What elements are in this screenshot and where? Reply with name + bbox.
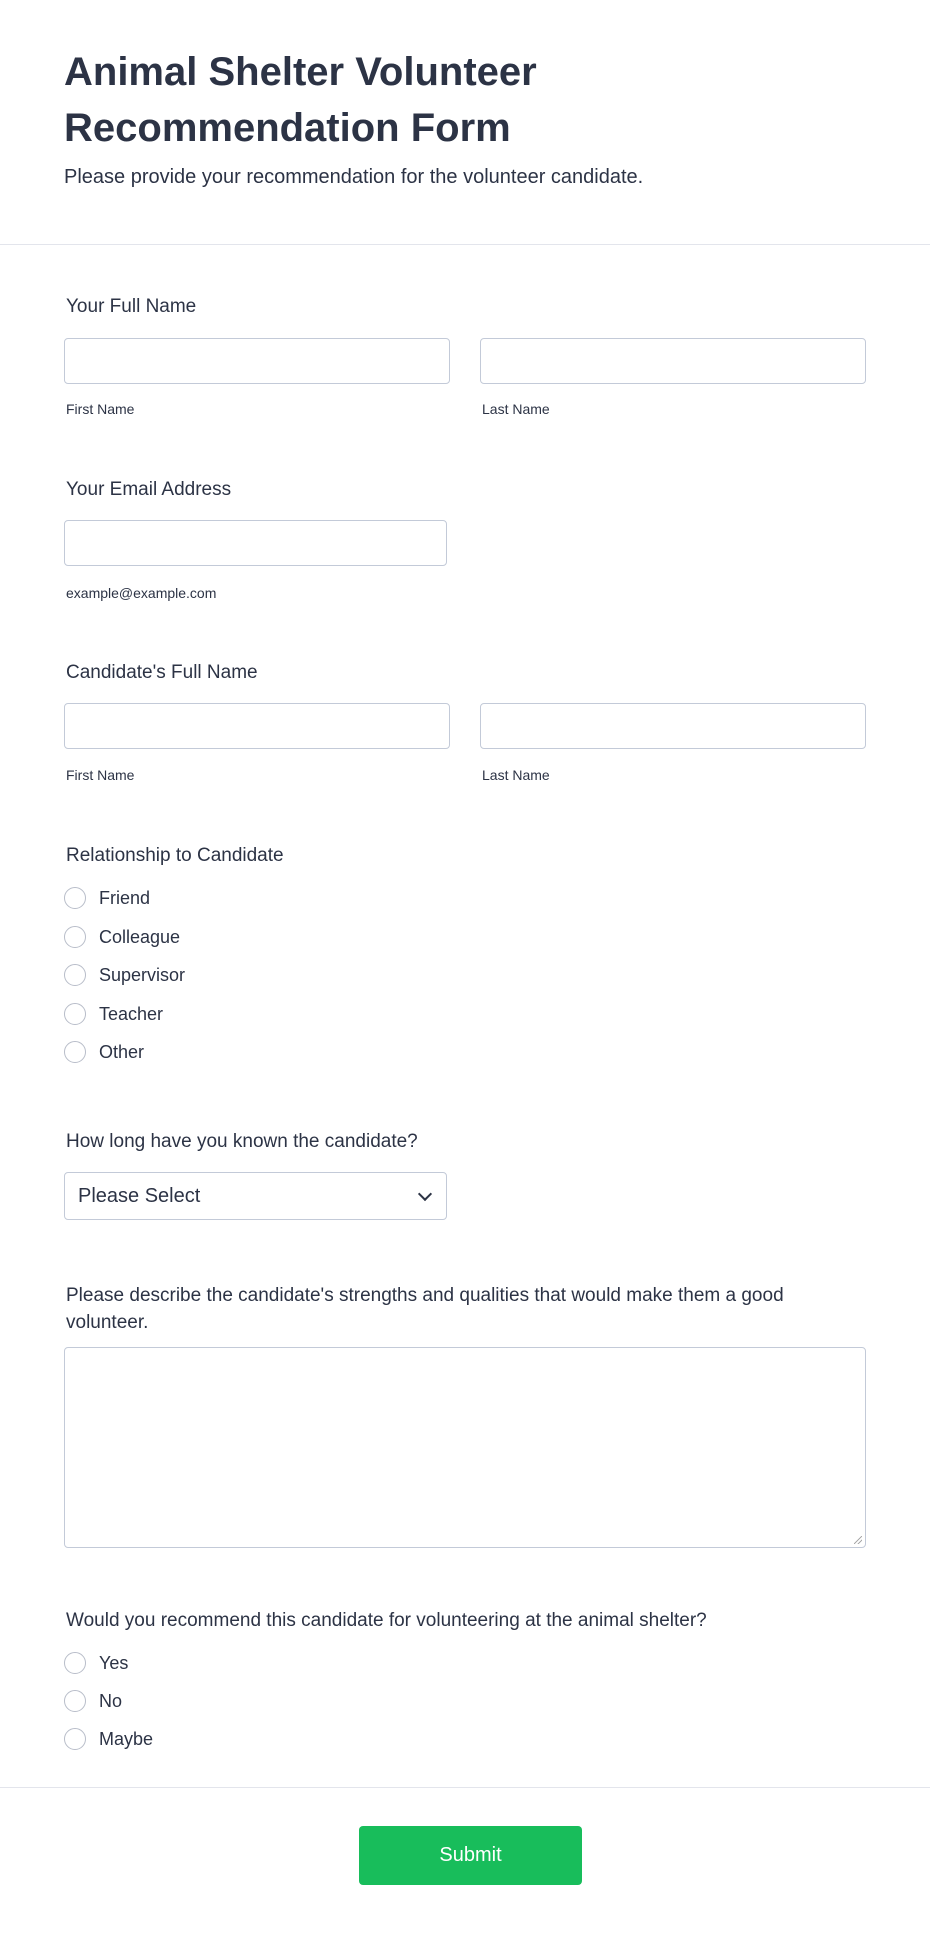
footer-divider <box>0 1787 930 1788</box>
relationship-option-friend[interactable] <box>64 885 150 911</box>
your-last-name-sublabel: Last Name <box>482 401 550 417</box>
radio-circle[interactable] <box>64 887 86 909</box>
radio-circle[interactable] <box>64 964 86 986</box>
strengths-textarea[interactable] <box>64 1347 866 1548</box>
form-title: Animal Shelter Volunteer Recommendation Form <box>64 50 537 150</box>
your-name-label: Your Full Name <box>66 296 197 317</box>
recommend-option-no[interactable] <box>64 1688 122 1714</box>
recommend-option-maybe[interactable] <box>64 1726 153 1752</box>
known-duration-label: How long have you known the candidate? <box>66 1131 418 1152</box>
radio-label: No <box>99 1690 123 1711</box>
radio-circle[interactable] <box>64 1041 86 1063</box>
strengths-label: Please describe the candidate's strengths and qualities that would make them a good volunteer. <box>66 1285 784 1333</box>
chevron-down-icon <box>418 1186 432 1200</box>
email-input[interactable] <box>64 520 447 566</box>
form-subtitle: Please provide your recommendation for the volunteer candidate. <box>64 166 644 188</box>
radio-circle[interactable] <box>64 1003 86 1025</box>
submit-button[interactable]: Submit <box>359 1826 582 1885</box>
radio-label: Supervisor <box>99 964 186 985</box>
candidate-last-name-input[interactable] <box>480 703 866 749</box>
email-sublabel: example@example.com <box>66 585 217 601</box>
relationship-option-teacher[interactable] <box>64 1001 163 1027</box>
select-value: Please Select <box>78 1184 201 1207</box>
recommend-option-yes[interactable] <box>64 1650 128 1676</box>
radio-circle[interactable] <box>64 1652 86 1674</box>
relationship-option-colleague[interactable] <box>64 924 180 950</box>
relationship-option-supervisor[interactable] <box>64 962 185 988</box>
relationship-option-other[interactable] <box>64 1039 144 1065</box>
recommend-label: Would you recommend this candidate for volunteering at the animal shelter? <box>66 1610 707 1631</box>
candidate-name-label: Candidate's Full Name <box>66 662 258 683</box>
candidate-first-name-sublabel: First Name <box>66 767 135 783</box>
radio-circle[interactable] <box>64 926 86 948</box>
radio-label: Teacher <box>99 1003 164 1024</box>
header-divider <box>0 244 930 245</box>
radio-circle[interactable] <box>64 1690 86 1712</box>
your-last-name-input[interactable] <box>480 338 866 384</box>
radio-label: Yes <box>99 1652 129 1673</box>
relationship-label: Relationship to Candidate <box>66 845 284 866</box>
candidate-first-name-input[interactable] <box>64 703 450 749</box>
candidate-last-name-sublabel: Last Name <box>482 767 550 783</box>
radio-label: Colleague <box>99 926 181 947</box>
email-label: Your Email Address <box>66 479 232 500</box>
radio-label: Other <box>99 1041 145 1062</box>
your-first-name-input[interactable] <box>64 338 450 384</box>
known-duration-select[interactable] <box>64 1172 447 1220</box>
radio-label: Maybe <box>99 1728 154 1749</box>
radio-circle[interactable] <box>64 1728 86 1750</box>
radio-label: Friend <box>99 887 151 908</box>
your-first-name-sublabel: First Name <box>66 401 135 417</box>
resize-grip-icon[interactable] <box>854 1536 862 1544</box>
